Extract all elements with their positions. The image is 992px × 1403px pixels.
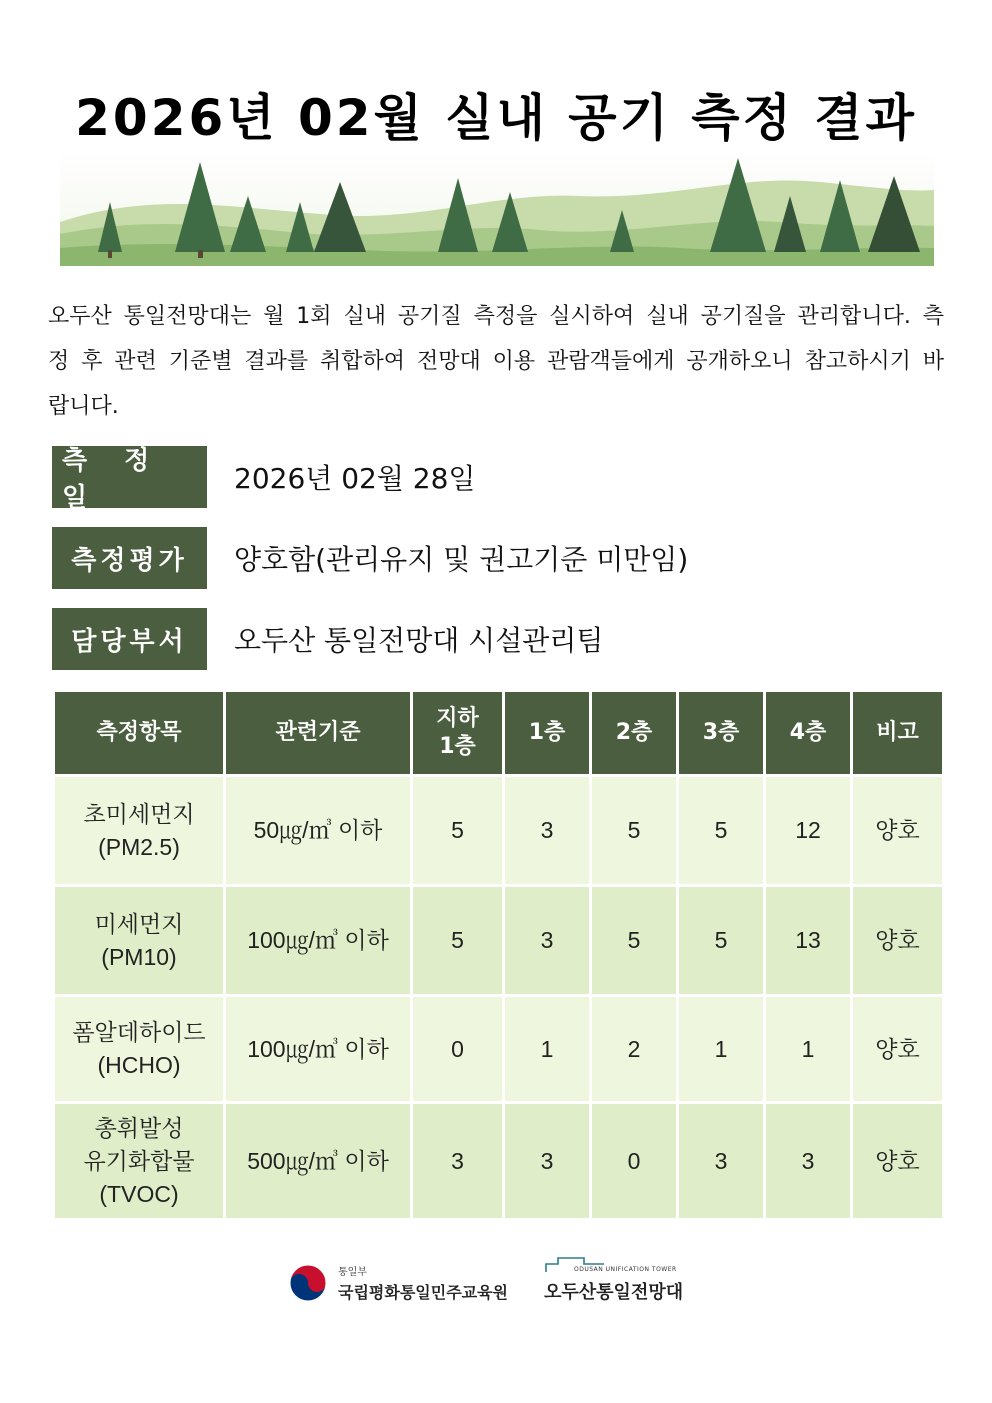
value-cell: 2: [592, 997, 676, 1101]
value-cell: 3: [505, 887, 589, 994]
date-value: 2026년 02월 28일: [234, 462, 476, 495]
header-basement-1f: 지하 1층: [413, 692, 502, 774]
evaluation-value: 양호함(관리유지 및 권고기준 미만임): [234, 543, 689, 576]
value-cell: 5: [592, 887, 676, 994]
value-cell: 0: [592, 1104, 676, 1218]
odusan-tower-logo: [540, 1254, 710, 1308]
measurement-table: [52, 689, 945, 1221]
value-cell: 5: [679, 777, 763, 884]
item-cell: 초미세먼지 (PM2.5): [55, 777, 223, 884]
intro-paragraph: 오두산 통일전망대는 월 1회 실내 공기질 측정을 실시하여 실내 공기질을 관리합니다. 측정 후 관련 기준별 결과를 취합하여 전망대 이용 관람객들에게 공개하오니 참고하시기 바랍니다.: [48, 304, 944, 419]
standard-cell: 100㎍/㎥ 이하: [226, 887, 410, 994]
item-cell: 미세먼지 (PM10): [55, 887, 223, 994]
institute-name: 국립평화통일민주교육원: [338, 1283, 509, 1302]
value-cell: 1: [679, 997, 763, 1101]
value-cell: 5: [413, 777, 502, 884]
header-2f: 2층: [592, 692, 676, 774]
evaluation-label: 측정평가: [52, 527, 207, 589]
value-cell: 1: [505, 997, 589, 1101]
value-cell: 5: [413, 887, 502, 994]
value-cell: 1: [766, 997, 850, 1101]
date-label: 측 정 일: [52, 446, 207, 508]
value-cell: 3: [505, 1104, 589, 1218]
standard-cell: 500㎍/㎥ 이하: [226, 1104, 410, 1218]
value-cell: 3: [766, 1104, 850, 1218]
note-cell: 양호: [853, 997, 942, 1101]
table-row: [55, 1104, 942, 1218]
value-cell: 3: [413, 1104, 502, 1218]
item-cell: 총휘발성 유기화합물 (TVOC): [55, 1104, 223, 1218]
header-item: 측정항목: [55, 692, 223, 774]
table-row: [55, 997, 942, 1101]
value-cell: 5: [592, 777, 676, 884]
peace-unification-institute-logo: [288, 1258, 518, 1308]
table-row: [55, 777, 942, 884]
forest-banner-illustration: [60, 152, 934, 266]
value-cell: 5: [679, 887, 763, 994]
tower-name: 오두산통일전망대: [544, 1282, 684, 1303]
note-cell: 양호: [853, 887, 942, 994]
standard-cell: 100㎍/㎥ 이하: [226, 997, 410, 1101]
ministry-label: 통일부: [338, 1267, 367, 1278]
tower-english-label: ODUSAN UNIFICATION TOWER: [574, 1266, 677, 1273]
value-cell: 3: [679, 1104, 763, 1218]
header-1f: 1층: [505, 692, 589, 774]
page-title: 2026년 02월 실내 공기 측정 결과: [75, 89, 917, 147]
item-cell: 폼알데하이드 (HCHO): [55, 997, 223, 1101]
header-4f: 4층: [766, 692, 850, 774]
value-cell: 12: [766, 777, 850, 884]
value-cell: 0: [413, 997, 502, 1101]
note-cell: 양호: [853, 1104, 942, 1218]
value-cell: 13: [766, 887, 850, 994]
note-cell: 양호: [853, 777, 942, 884]
footer-logos: [0, 1252, 992, 1312]
taegeuk-emblem-icon: [288, 1263, 328, 1303]
header-note: 비고: [853, 692, 942, 774]
header-3f: 3층: [679, 692, 763, 774]
value-cell: 3: [505, 777, 589, 884]
table-header-row: [55, 692, 942, 774]
table-row: [55, 887, 942, 994]
department-value: 오두산 통일전망대 시설관리팀: [234, 624, 604, 657]
standard-cell: 50㎍/㎥ 이하: [226, 777, 410, 884]
header-standard: 관련기준: [226, 692, 410, 774]
department-label: 담당부서: [52, 608, 207, 670]
